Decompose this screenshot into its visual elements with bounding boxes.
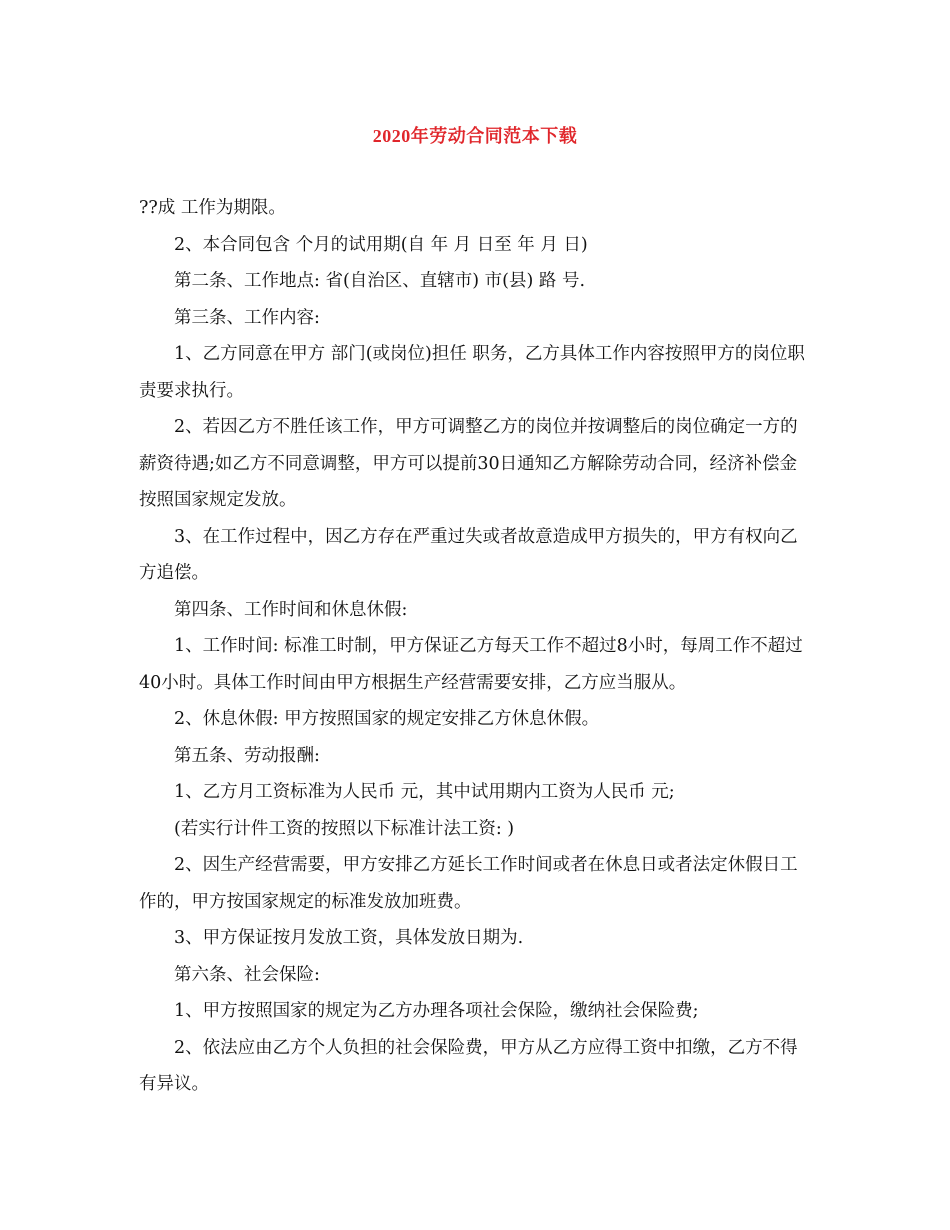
- paragraph: 3、在工作过程中，因乙方存在严重过失或者故意造成甲方损失的，甲方有权向乙方追偿。: [139, 526, 798, 583]
- paragraph: 第二条、工作地点: 省(自治区、直辖市) 市(县) 路 号.: [174, 271, 586, 291]
- paragraph: 1、乙方月工资标准为人民币 元，其中试用期内工资为人民币 元;: [174, 782, 675, 802]
- document-title: 2020年劳动合同范本下载: [372, 126, 578, 146]
- paragraph: 第三条、工作内容:: [174, 307, 320, 328]
- paragraph: 第六条、社会保险:: [174, 964, 320, 985]
- paragraph: (若实行计件工资的按照以下标准计法工资: ): [174, 818, 515, 839]
- paragraph: 1、乙方同意在甲方 部门(或岗位)担任 职务，乙方具体工作内容按照甲方的岗位职责要求执行。: [139, 344, 805, 401]
- paragraph: 2、因生产经营需要，甲方安排乙方延长工作时间或者在休息日或者法定休假日工作的，甲方按国家规定的标准发放加班费。: [139, 855, 798, 912]
- paragraph: 2、依法应由乙方个人负担的社会保险费，甲方从乙方应得工资中扣缴，乙方不得有异议。: [139, 1037, 798, 1094]
- paragraph: 1、甲方按照国家的规定为乙方办理各项社会保险，缴纳社会保险费;: [174, 1001, 699, 1021]
- paragraph: 1、工作时间: 标准工时制，甲方保证乙方每天工作不超过8小时，每周工作不超过40小时。具体工作时间由甲方根据生产经营需要安排，乙方应当服从。: [139, 636, 803, 693]
- paragraph: 第四条、工作时间和休息休假:: [174, 599, 408, 620]
- paragraph: 3、甲方保证按月发放工资，具体发放日期为.: [174, 928, 524, 948]
- paragraph: 2、本合同包含 个月的试用期(自 年 月 日至 年 月 日): [174, 234, 588, 255]
- paragraph: 第五条、劳动报酬:: [174, 745, 320, 766]
- paragraph: ??成 工作为期限。: [139, 198, 286, 218]
- document-body: [139, 190, 811, 1103]
- paragraph: 2、若因乙方不胜任该工作，甲方可调整乙方的岗位并按调整后的岗位确定一方的薪资待遇;如乙方不同意调整，甲方可以提前30日通知乙方解除劳动合同，经济补偿金按照国家规定发放。: [139, 417, 798, 510]
- paragraph: 2、休息休假: 甲方按照国家的规定安排乙方休息休假。: [174, 709, 600, 729]
